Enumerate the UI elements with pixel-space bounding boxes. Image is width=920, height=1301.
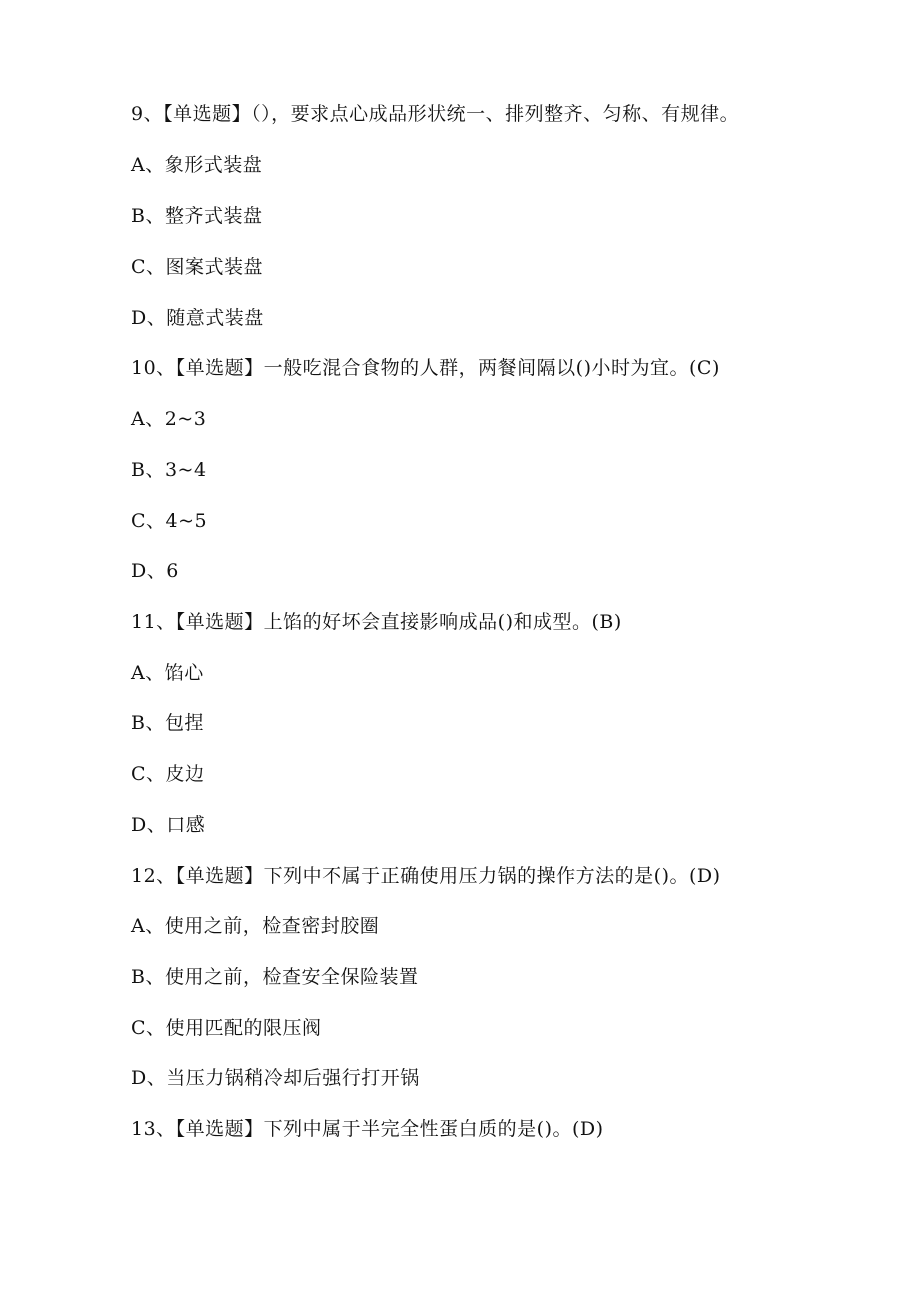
question-12-option-d: D、当压力锅稍冷却后强行打开锅 [131, 1067, 420, 1089]
question-10-option-a: A、2~3 [131, 408, 207, 430]
question-9-option-a: A、象形式装盘 [131, 154, 263, 176]
question-9-option-c: C、图案式装盘 [131, 256, 264, 278]
question-10-stem: 10、【单选题】一般吃混合食物的人群，两餐间隔以()小时为宜。(C) [131, 357, 720, 379]
question-12-option-a: A、使用之前，检查密封胶圈 [131, 915, 380, 937]
question-10-option-b: B、3~4 [131, 459, 207, 481]
question-11-stem: 11、【单选题】上馅的好坏会直接影响成品()和成型。(B) [131, 611, 622, 633]
question-9-option-d: D、随意式装盘 [131, 307, 264, 329]
question-10-option-c: C、4~5 [131, 510, 208, 532]
question-11-option-b: B、包捏 [131, 712, 204, 734]
question-11-option-a: A、馅心 [131, 662, 204, 684]
question-12-option-b: B、使用之前，检查安全保险装置 [131, 966, 419, 988]
question-12-stem: 12、【单选题】下列中不属于正确使用压力锅的操作方法的是()。(D) [131, 865, 721, 887]
question-11-option-c: C、皮边 [131, 763, 205, 785]
question-13-stem: 13、【单选题】下列中属于半完全性蛋白质的是()。(D) [131, 1118, 604, 1140]
question-9-stem: 9、【单选题】（），要求点心成品形状统一、排列整齐、匀称、有规律。 [131, 103, 740, 125]
question-10-option-d: D、6 [131, 560, 179, 582]
question-12-option-c: C、使用匹配的限压阀 [131, 1017, 322, 1039]
question-11-option-d: D、口感 [131, 814, 206, 836]
question-9-option-b: B、整齐式装盘 [131, 205, 263, 227]
